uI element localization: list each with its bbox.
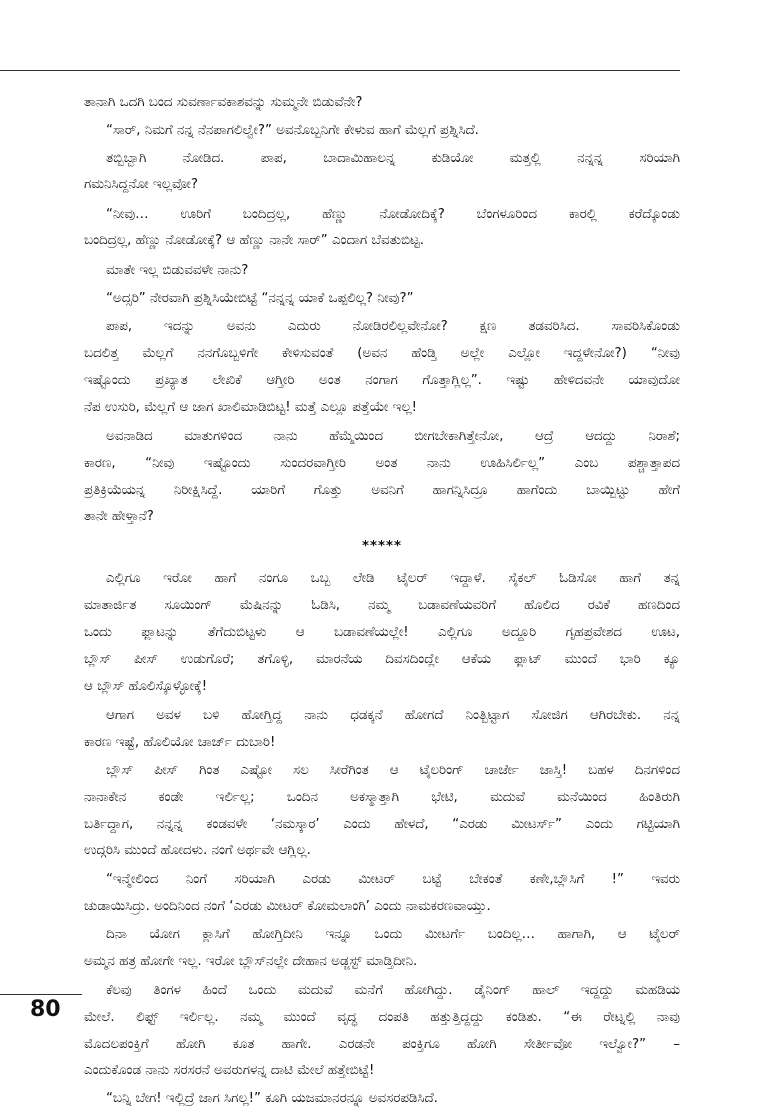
page-number: 80	[30, 997, 61, 1022]
text-line: ಕಾರಣ ಇಷ್ಟೆ, ಹೊಲಿಯೋ ಚಾರ್ಜ್ ದುಬಾರಿ!	[84, 735, 276, 750]
text-line: ಮೇಲೆ. ಲಿಫ್ಟ್ ಇರ್ಲಿಲ್ಲ. ನಮ್ಮ ಮುಂದೆ ವೃದ್ಧ ದಂಪತಿ ಹತ್ತುತ್ತಿದ್ದದ್ದು ಕಂಡಿತು. “ಈ ರೇಟ್ನಲ್ಲಿ ನಾವು	[84, 1010, 680, 1025]
text-line: ಕೆಲವು ತಿಂಗಳ ಹಿಂದೆ ಒಂದು ಮದುವೆ ಮನೆಗೆ ಹೋಗಿದ್ದು. ಡೈನಿಂಗ್ ಹಾಲ್ ಇದ್ದದ್ದು ಮಹಡಿಯ	[106, 983, 680, 998]
section-separator: *****	[361, 539, 402, 554]
text-line: ತಬ್ಬಿಬ್ಬಾಗಿ ನೋಡಿದ. ಪಾಪ, ಬಾದಾಮಿಹಾಲನ್ನ ಕುಡಿಯೋ ಮತ್ತಲ್ಲಿ ನನ್ನನ್ನ ಸರಿಯಾಗಿ	[106, 151, 680, 166]
footer-rule	[0, 994, 82, 995]
text-line: ಎಂದುಕೊಂಡ ನಾನು ಸರಸರನೆ ಅವರುಗಳನ್ನ ದಾಟಿ ಮೇಲೆ ಹತ್ತೇಬಿಟ್ಟೆ!	[84, 1063, 375, 1078]
text-line: ಬಂದಿದ್ರಲ್ಲ, ಹೆಣ್ಣು ನೋಡೋಕ್ಕೆ? ಆ ಹೆಣ್ಣು ನಾನೇ ಸಾರ್” ಎಂದಾಗ ಬೆವತುಬಿಟ್ಟ.	[84, 233, 424, 248]
text-line: ಬ್ಲೌಸ್ ಪೀಸ್ ಗಿಂತ ಎಷ್ಟೋ ಸಲ ಸೀರೆಗಿಂತ ಆ ಟೈಲರಿಂಗ್ ಚಾರ್ಜೇ ಜಾಸ್ತಿ! ಬಹಳ ದಿನಗಳಿಂದ	[106, 763, 680, 778]
text-line: ತಾನೇ ಹೇಳ್ತಾನೆ?	[84, 509, 154, 524]
text-line: “ಬನ್ನಿ ಬೇಗ! ಇಲ್ಲಿದ್ರೆ ಜಾಗ ಸಿಗಲ್ಲ!” ಕೂಗಿ ಯಜಮಾನರನ್ನೂ ಅವಸರಪಡಿಸಿದೆ.	[106, 1091, 438, 1106]
text-line: ಮಾತೇ ಇಲ್ಲ ಬಿಡುವವಳೇ ನಾನು?	[106, 263, 249, 278]
text-line: “ಅದ್ಸರಿ” ನೇರವಾಗಿ ಪ್ರಶ್ನಿಸಿಯೇಬಿಟ್ಟೆ “ನನ್ನನ್ನ ಯಾಕೆ ಒಪ್ಪಲಿಲ್ಲ? ನೀವು?”	[106, 291, 414, 306]
text-line: ಮೊದಲಪಂಕ್ತಿಗೆ ಹೋಗಿ ಕೂತ ಹಾಗೇ. ಎರಡನೇ ಪಂಕ್ತಿಗೂ ಹೋಗಿ ಸೇರ್ತೀವೋ ಇಲ್ವೋ?” –	[84, 1037, 680, 1052]
text-line: ಗಮನಿಸಿದ್ದನೋ ಇಲ್ಲವೋ?	[84, 177, 198, 192]
text-line: ದಿನಾ ಯೋಗ ಕ್ಲಾಸಿಗೆ ಹೋಗ್ತಿದೀನಿ ಇನ್ನೂ ಒಂದು ಮೀಟರ್ಗೆ ಬಂದಿಲ್ಲ… ಹಾಗಾಗಿ, ಆ ಟೈಲರ್	[106, 927, 680, 942]
text-line: “ನೀವು… ಊರಿಗೆ ಬಂದಿದ್ರಲ್ಲ, ಹೆಣ್ಣು ನೋಡೋದಿಕ್ಕೆ? ಬೆಂಗಳೂರಿಂದ ಕಾರಲ್ಲಿ ಕರೆದ್ಕೊಂಡು	[106, 207, 680, 222]
text-line: ಬದಲಿತ್ತ ಮೆಲ್ಲಗೆ ನನಗೊಬ್ಬಳಿಗೇ ಕೇಳಿಸುವಂತೆ (ಅವನ ಹೆಂಡ್ತಿ ಅಲ್ಲೇ ಎಲ್ಲೋ ಇದ್ದಳೇನೋ?) “ನೀವು	[84, 346, 680, 361]
top-rule	[0, 70, 680, 71]
text-line: ತಾನಾಗಿ ಒದಗಿ ಬಂದ ಸುವರ್ಣಾವಕಾಶವನ್ನು ಸುಮ್ಮನೇ ಬಿಡುವೆನೇ?	[84, 95, 363, 110]
text-line: ಮಾತಾರ್ಜಿತ ಸೂಯಿಂಗ್ ಮೆಷಿನನ್ನು ಓಡಿಸಿ, ನಮ್ಮ ಬಡಾವಣೆಯವರಿಗೆ ಹೊಲಿದ ರವಿಕೆ ಹಣದಿಂದ	[84, 598, 680, 613]
text-line: ಆಗಾಗ ಅವಳ ಬಳಿ ಹೋಗ್ತಿದ್ದ ನಾನು ಧಡಕ್ಕನೆ ಹೋಗದೆ ನಿಂತ್ಬಿಟ್ಟಾಗ ಸೋಜಿಗ ಆಗಿರಬೇಕು. ನನ್ನ	[106, 708, 680, 723]
text-line: ಒಂದು ಫ್ಲಾಟನ್ನು ತೆಗೆದುಬಿಟ್ಟಳು ಆ ಬಡಾವಣೆಯಲ್ಲೇ! ಎಲ್ಲಿಗೂ ಅದ್ದೂರಿ ಗೃಹಪ್ರವೇಶದ ಊಟ,	[84, 625, 680, 640]
text-line: ನೆಪ ಉಸುರಿ, ಮೆಲ್ಲಗೆ ಆ ಜಾಗ ಖಾಲಿಮಾಡಿಬಿಟ್ಟ! ಮತ್ತೆ ಎಲ್ಲೂ ಪತ್ತೆಯೇ ಇಲ್ಲ!	[84, 400, 417, 415]
text-line: ಎಲ್ಲಿಗೂ ಇರೋ ಹಾಗೆ ನಂಗೂ ಒಬ್ಬ ಲೇಡಿ ಟೈಲರ್ ಇದ್ದಾಳೆ. ಸೈಕಲ್ ಓಡಿಸೋ ಹಾಗೆ ತನ್ನ	[106, 571, 680, 586]
text-line: ಉದ್ಗರಿಸಿ ಮುಂದೆ ಹೋದಳು. ನಂಗೆ ಅರ್ಥವೇ ಆಗ್ಲಿಲ್ಲ.	[84, 843, 311, 858]
text-line: “ಸಾರ್, ನಿಮಗೆ ನನ್ನ ನೆನಪಾಗಲಿಲ್ವೇ?” ಅವನೊಬ್ಬನಿಗೇ ಕೇಳುವ ಹಾಗೆ ಮೆಲ್ಲಗೆ ಪ್ರಶ್ನಿಸಿದೆ.	[106, 123, 479, 138]
text-line: ಪ್ರತಿಕ್ರಿಯೆಯನ್ನ ನಿರೀಕ್ಷಿಸಿದ್ದೆ. ಯಾರಿಗೆ ಗೊತ್ತು ಅವನಿಗೆ ಹಾಗನ್ನಿಸಿದ್ರೂ ಹಾಗೆಂದು ಬಾಯ್ಬಿಟ್ಟು ಹೇಗೆ	[84, 483, 680, 498]
text-line: ಇಷ್ಟೊಂದು ಪ್ರಖ್ಯಾತ ಲೇಖಿಕೆ ಆಗ್ತೀರಿ ಅಂತ ನಂಗಾಗ ಗೊತ್ತಾಗ್ಲಿಲ್ಲ”. ಇಷ್ಟು ಹೇಳಿದವನೇ ಯಾವುದೋ	[84, 373, 680, 388]
text-line: ಬ್ಲೌಸ್ ಪೀಸ್ ಉಡುಗೊರೆ; ತಗೊಳ್ಳಿ, ಮಾರನೆಯ ದಿವಸದಿಂದ್ಲೇ ಆಕೆಯ ಫ್ಲಾಟ್ ಮುಂದೆ ಭಾರಿ ಕ್ಯೂ	[84, 652, 680, 667]
text-line: ಪಾಪ, ಇದನ್ನು ಅವನು ಎದುರು ನೋಡಿರಲಿಲ್ಲವೇನೋ? ಕ್ಷಣ ತಡವರಿಸಿದ. ಸಾವರಿಸಿಕೊಂಡು	[106, 319, 680, 334]
text-line: “ಇನ್ಮೇಲಿಂದ ನಿಂಗೆ ಸರಿಯಾಗಿ ಎರಡು ಮೀಟರ್ ಬಟ್ಟೆ ಬೇಕಂತೆ ಕಣೇ,ಬ್ಲೌಸಿಗೆ !” ಇವರು	[106, 872, 680, 887]
text-line: ಆ ಬ್ಲೌಸ್ ಹೊಲಿಸ್ಕೊಳ್ಳೋಕ್ಕೆ!	[84, 679, 208, 694]
text-line: ಚುಡಾಯಿಸಿದ್ರು. ಅಂದಿನಿಂದ ನಂಗೆ ‘ಎರಡು ಮೀಟರ್ ಕೋಮಲಾಂಗಿ’ ಎಂದು ನಾಮಕರಣವಾಯ್ತು.	[84, 899, 491, 914]
text-line: ಅವನಾಡಿದ ಮಾತುಗಳಿಂದ ನಾನು ಹೆಮ್ಮೆಯಿಂದ ಬೀಗಬೇಕಾಗಿತ್ತೇನೋ, ಆದ್ರೆ ಆದದ್ದು ನಿರಾಶೆ;	[106, 429, 680, 444]
text-line: ಬರ್ತಿದ್ದಾಗ, ನನ್ನನ್ನ ಕಂಡವಳೇ ‘ನಮಸ್ಕಾರ’ ಎಂದು ಹೇಳದೆ, “ಎರಡು ಮೀಟರ್ಸ್” ಎಂದು ಗಟ್ಟಿಯಾಗಿ	[84, 817, 680, 832]
text-line: ಕಾರಣ, “ನೀವು ಇಷ್ಟೊಂದು ಸುಂದರವಾಗ್ತೀರಿ ಅಂತ ನಾನು ಊಹಿಸಿರ್ಲಿಲ್ಲ” ಎಂಬ ಪಶ್ಚಾತ್ತಾಪದ	[84, 456, 680, 471]
text-line: ಅಮ್ಮನ ಹತ್ರ ಹೋಗೇ ಇಲ್ಲ. ಇರೋ ಬ್ಲೌಸ್‌ನಲ್ಲೇ ದೇಹಾನ ಅಡ್ಜಸ್ಟ್ ಮಾಡ್ತಿದೀನಿ.	[84, 954, 418, 969]
text-line: ನಾನಾಕೇನ ಕಂಡೇ ಇರ್ಲಿಲ್ಲ; ಒಂದಿನ ಅಕಸ್ಮಾತ್ತಾಗಿ ಭೇಟಿ, ಮದುವೆ ಮನೆಯಿಂದ ಹಿಂತಿರುಗಿ	[84, 790, 680, 805]
